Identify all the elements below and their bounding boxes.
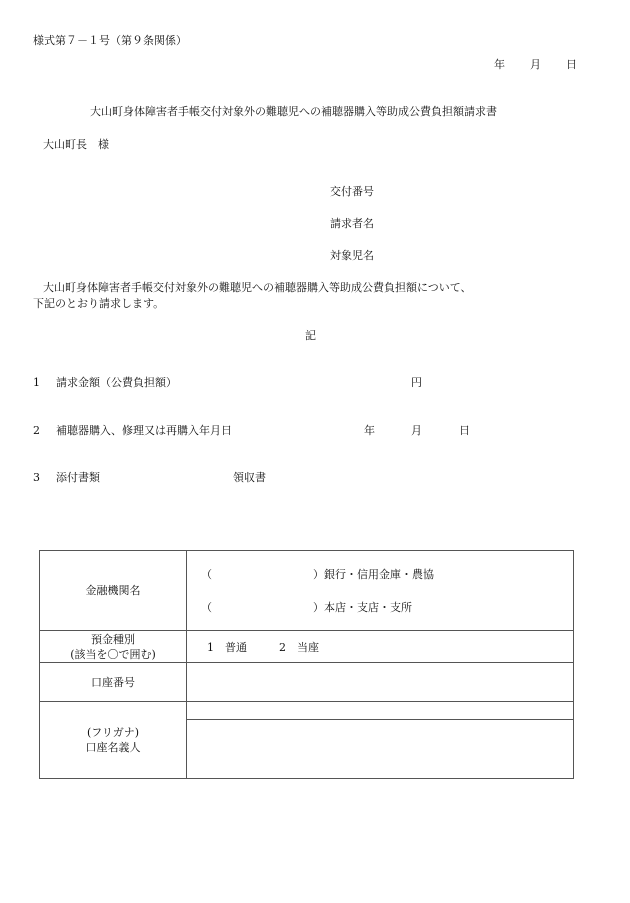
account-holder-field xyxy=(187,702,574,779)
body-text-line1: 大山町身体障害者手帳交付対象外の難聴児への補聴器購入等助成公費負担額について、 xyxy=(43,281,472,294)
item2-year: 年 xyxy=(364,424,375,437)
claimant-name-label: 請求者名 xyxy=(330,217,374,230)
bank-paren-close: ） xyxy=(313,568,324,581)
branch-name-line xyxy=(187,591,573,624)
account-holder-label xyxy=(40,702,187,779)
date-day: 日 xyxy=(566,58,577,71)
item3-value: 領収書 xyxy=(233,471,266,484)
item1-label: 請求金額（公費負担額） xyxy=(56,376,177,389)
item2-day: 日 xyxy=(459,424,470,437)
bank-name-line xyxy=(187,558,573,591)
deposit-type-label-main: 預金種別 xyxy=(91,632,135,646)
institution-field[interactable] xyxy=(187,551,574,631)
institution-row xyxy=(40,551,574,631)
bank-types: 銀行・信用金庫・農協 xyxy=(324,568,434,581)
holder-name-field[interactable] xyxy=(187,720,573,778)
option-ordinary[interactable]: 1 普通 xyxy=(207,640,247,654)
item2-month: 月 xyxy=(411,424,422,437)
branch-paren-close: ） xyxy=(313,601,324,614)
item1-number: 1 xyxy=(33,376,40,389)
form-number: 様式第７－１号（第９条関係） xyxy=(33,34,187,47)
deposit-type-row xyxy=(40,631,574,663)
branch-paren-open: （ xyxy=(201,601,212,614)
grant-number-label: 交付番号 xyxy=(330,185,374,198)
item2-label: 補聴器購入、修理又は再購入年月日 xyxy=(56,424,232,437)
addressee: 大山町長 様 xyxy=(43,138,109,151)
deposit-type-label xyxy=(40,631,187,663)
branch-types: 本店・支店・支所 xyxy=(324,601,412,614)
item1-unit: 円 xyxy=(411,376,422,389)
account-number-row xyxy=(40,663,574,702)
date-year: 年 xyxy=(494,58,505,71)
holder-label: 口座名義人 xyxy=(85,741,141,754)
item2-number: 2 xyxy=(33,424,40,437)
option-current[interactable]: 2 当座 xyxy=(279,640,319,654)
item3-label: 添付書類 xyxy=(56,471,100,484)
kana-field[interactable] xyxy=(187,702,573,720)
item3-number: 3 xyxy=(33,471,40,484)
account-number-label: 口座番号 xyxy=(40,663,187,702)
ki-heading: 記 xyxy=(305,329,316,342)
account-number-field[interactable] xyxy=(187,663,574,702)
institution-label: 金融機関名 xyxy=(40,551,187,631)
body-text-line2: 下記のとおり請求します。 xyxy=(33,297,165,310)
deposit-type-field[interactable] xyxy=(187,631,574,663)
child-name-label: 対象児名 xyxy=(330,249,374,262)
document-title: 大山町身体障害者手帳交付対象外の難聴児への補聴器購入等助成公費負担額請求書 xyxy=(90,105,497,118)
bank-paren-open: （ xyxy=(201,568,212,581)
kana-label: (フリガナ) xyxy=(86,726,140,739)
bank-account-table xyxy=(39,550,574,779)
deposit-type-label-note: (該当を〇で囲む) xyxy=(70,647,156,661)
account-holder-row xyxy=(40,702,574,779)
date-month: 月 xyxy=(530,58,541,71)
